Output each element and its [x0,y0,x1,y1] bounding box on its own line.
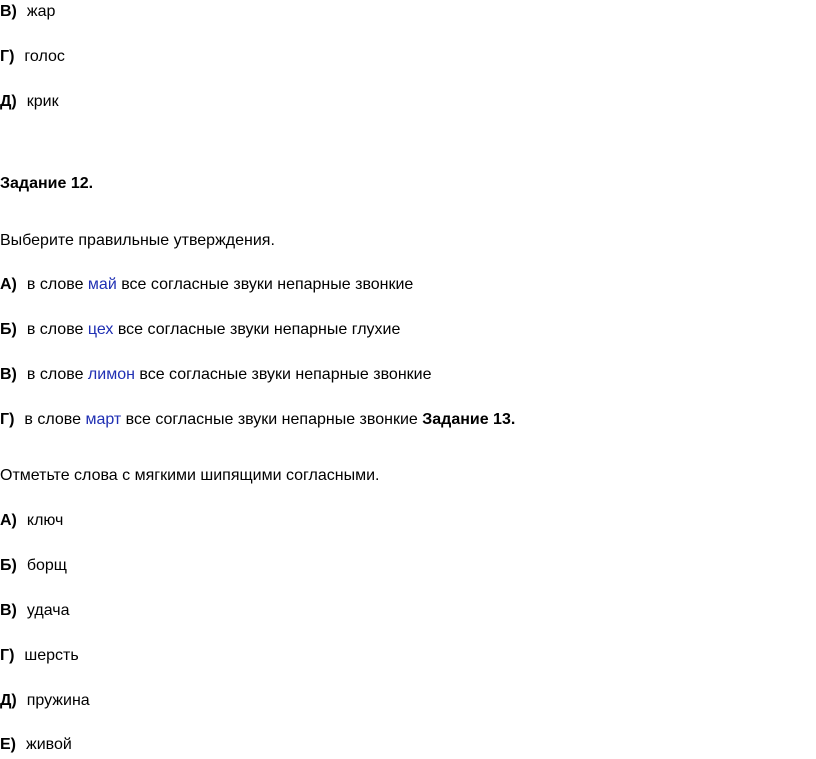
prev-option-d [0,91,59,113]
option-text: жар [26,3,56,20]
option-text: голос [24,48,65,65]
task12-option-b [0,319,400,341]
option-word: цех [87,321,114,338]
option-letter: А) [0,276,17,293]
option-letter: В) [0,602,17,619]
option-text: удача [26,602,70,619]
task12-option-g [0,409,515,431]
option-letter: Г) [0,48,15,65]
option-post: все согласные звуки непарные глухие [117,321,401,338]
task12-instruction: Выберите правильные утверждения. [0,232,275,249]
task12-title: Задание 12. [0,175,94,192]
prev-option-v [0,1,55,23]
task13-option-b [0,555,67,577]
option-letter: Г) [0,411,15,428]
option-word: лимон [87,366,135,383]
task13-option-a [0,510,63,532]
option-pre: в слове [26,321,84,338]
option-word: май [87,276,117,293]
task13-option-v [0,600,69,622]
option-text: шерсть [24,647,79,664]
option-post: все согласные звуки непарные звонкие [125,411,418,428]
option-text: крик [26,93,59,110]
option-letter: В) [0,3,17,20]
option-letter: Б) [0,321,17,338]
option-letter: Б) [0,557,17,574]
option-text: ключ [26,512,64,529]
option-post: все согласные звуки непарные звонкие [121,276,414,293]
option-pre: в слове [24,411,81,428]
option-post: все согласные звуки непарные звонкие [139,366,432,383]
task13-option-d [0,690,90,712]
task13-instruction: Отметьте слова с мягкими шипящими согласными. [0,467,380,484]
task13-option-e [0,734,72,756]
task13-option-g [0,645,79,667]
option-letter: Д) [0,692,17,709]
option-letter: Д) [0,93,17,110]
option-letter: Е) [0,736,16,753]
option-letter: В) [0,366,17,383]
option-text: пружина [26,692,90,709]
task12-option-v [0,364,432,386]
option-text: борщ [26,557,67,574]
task12-option-a [0,274,413,296]
option-text: живой [26,736,72,753]
option-pre: в слове [26,276,84,293]
option-pre: в слове [26,366,84,383]
option-letter: А) [0,512,17,529]
option-letter: Г) [0,647,15,664]
prev-option-g [0,46,65,68]
task13-title: Задание 13. [422,411,516,428]
option-word: март [85,411,122,428]
